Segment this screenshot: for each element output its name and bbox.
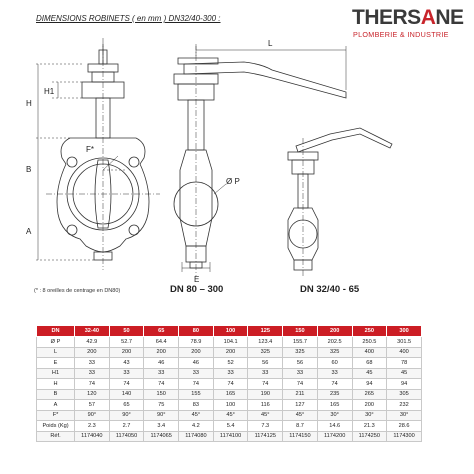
table-cell: 1174125: [248, 431, 283, 442]
table-cell: 74: [109, 379, 144, 390]
caption-small-valve: DN 32/40 - 65: [300, 284, 360, 295]
table-row: [37, 421, 422, 432]
caption-large-valve: DN 80 – 300: [170, 284, 224, 295]
table-cell: 78: [387, 358, 422, 369]
table-cell: 30°: [352, 410, 387, 421]
table-cell: 45°: [283, 410, 318, 421]
table-cell: 21.3: [352, 421, 387, 432]
table-cell: 325: [283, 347, 318, 358]
table-row: [37, 389, 422, 400]
header-cell: 32-40: [75, 326, 110, 337]
side-view-drawing: [174, 58, 346, 268]
table-cell: 8.7: [283, 421, 318, 432]
table-cell: 65: [109, 400, 144, 411]
table-cell: 2.7: [109, 421, 144, 432]
table-cell: 90°: [144, 410, 179, 421]
table-cell: 74: [144, 379, 179, 390]
table-cell: 155.7: [283, 337, 318, 348]
table-cell: 33: [179, 368, 214, 379]
table-cell: 200: [144, 347, 179, 358]
table-cell: 120: [75, 389, 110, 400]
table-cell: 165: [317, 400, 352, 411]
table-cell: 200: [179, 347, 214, 358]
table-cell: 78.9: [179, 337, 214, 348]
table-row: [37, 347, 422, 358]
table-cell: 28.6: [387, 421, 422, 432]
header-cell: 100: [213, 326, 248, 337]
row-header-cell: Ø P: [37, 337, 75, 348]
page-title: DIMENSIONS ROBINETS ( en mm ) DN32/40-300 :: [36, 14, 221, 23]
header-cell: 80: [179, 326, 214, 337]
table-cell: 56: [283, 358, 318, 369]
table-cell: 140: [109, 389, 144, 400]
table-cell: 94: [387, 379, 422, 390]
table-cell: 2.3: [75, 421, 110, 432]
table-cell: 301.5: [387, 337, 422, 348]
table-cell: 45°: [248, 410, 283, 421]
table-cell: 68: [352, 358, 387, 369]
dim-label-op: Ø P: [226, 177, 240, 186]
dim-label-l: L: [268, 39, 273, 48]
table-row: [37, 431, 422, 442]
table-cell: 325: [317, 347, 352, 358]
table-cell: 400: [387, 347, 422, 358]
table-cell: 1174250: [352, 431, 387, 442]
table-cell: 1174050: [109, 431, 144, 442]
table-cell: 43: [109, 358, 144, 369]
row-header-cell: H1: [37, 368, 75, 379]
table-cell: 74: [248, 379, 283, 390]
centering-ears-note: (* : 8 oreilles de centrage en DN80): [34, 288, 121, 294]
table-cell: 116: [248, 400, 283, 411]
table-cell: 190: [248, 389, 283, 400]
dim-label-h1: H1: [44, 87, 55, 96]
table-cell: 1174150: [283, 431, 318, 442]
table-cell: 83: [179, 400, 214, 411]
table-cell: 400: [352, 347, 387, 358]
table-cell: 46: [179, 358, 214, 369]
table-cell: 1174200: [317, 431, 352, 442]
table-cell: 45°: [179, 410, 214, 421]
table-cell: 74: [75, 379, 110, 390]
table-cell: 1174100: [213, 431, 248, 442]
table-cell: 104.1: [213, 337, 248, 348]
table-cell: 250.5: [352, 337, 387, 348]
table-cell: 200: [75, 347, 110, 358]
table-cell: 94: [352, 379, 387, 390]
table-cell: 30°: [317, 410, 352, 421]
table-body: [37, 337, 422, 442]
table-cell: 33: [144, 368, 179, 379]
table-cell: 74: [283, 379, 318, 390]
table-cell: 5.4: [213, 421, 248, 432]
row-header-cell: F*: [37, 410, 75, 421]
table-cell: 150: [144, 389, 179, 400]
table-row: [37, 368, 422, 379]
table-cell: 305: [387, 389, 422, 400]
table-cell: 123.4: [248, 337, 283, 348]
table-cell: 74: [213, 379, 248, 390]
table-cell: 57: [75, 400, 110, 411]
header-cell: 250: [352, 326, 387, 337]
table-cell: 74: [179, 379, 214, 390]
table-cell: 30°: [387, 410, 422, 421]
table-cell: 202.5: [317, 337, 352, 348]
valve-drawings-svg: [0, 34, 474, 294]
dim-label-e: E: [194, 275, 200, 284]
table-row: [37, 400, 422, 411]
row-header-cell: B: [37, 389, 75, 400]
table-cell: 1174040: [75, 431, 110, 442]
dim-label-a: A: [26, 227, 32, 236]
header-cell: 65: [144, 326, 179, 337]
dimensions-table: [36, 325, 422, 442]
table-cell: 200: [352, 400, 387, 411]
row-header-cell: Réf.: [37, 431, 75, 442]
dim-label-b: B: [26, 165, 32, 174]
table-cell: 325: [248, 347, 283, 358]
table-cell: 211: [283, 389, 318, 400]
table-cell: 265: [352, 389, 387, 400]
table-cell: 33: [283, 368, 318, 379]
table-cell: 64.4: [144, 337, 179, 348]
table-cell: 90°: [109, 410, 144, 421]
table-cell: 46: [144, 358, 179, 369]
table-row: [37, 410, 422, 421]
row-header-cell: H: [37, 379, 75, 390]
table-cell: 33: [317, 368, 352, 379]
table-cell: 33: [75, 358, 110, 369]
table-row: [37, 337, 422, 348]
header-cell: 125: [248, 326, 283, 337]
technical-drawing: [0, 34, 474, 294]
table-cell: 4.2: [179, 421, 214, 432]
table-cell: 90°: [75, 410, 110, 421]
header-cell: 200: [317, 326, 352, 337]
table-cell: 52.7: [109, 337, 144, 348]
row-header-cell: A: [37, 400, 75, 411]
table-cell: 52: [213, 358, 248, 369]
table-cell: 33: [213, 368, 248, 379]
table-cell: 165: [213, 389, 248, 400]
table-cell: 42.9: [75, 337, 110, 348]
table-cell: 127: [283, 400, 318, 411]
row-header-cell: Poids (Kg): [37, 421, 75, 432]
table-cell: 56: [248, 358, 283, 369]
dim-label-f: F*: [86, 145, 94, 154]
table-row: [37, 379, 422, 390]
table-cell: 3.4: [144, 421, 179, 432]
table-cell: 100: [213, 400, 248, 411]
table-cell: 232: [387, 400, 422, 411]
table-cell: 1174300: [387, 431, 422, 442]
table-cell: 155: [179, 389, 214, 400]
dim-label-h: H: [26, 99, 32, 108]
table-cell: 1174065: [144, 431, 179, 442]
table-cell: 45°: [213, 410, 248, 421]
table-cell: 33: [75, 368, 110, 379]
logo-wordmark: THERSANE: [352, 6, 464, 29]
table-cell: 75: [144, 400, 179, 411]
table-cell: 14.6: [317, 421, 352, 432]
table-cell: 200: [213, 347, 248, 358]
table-cell: 33: [109, 368, 144, 379]
table-cell: 200: [109, 347, 144, 358]
table-cell: 33: [248, 368, 283, 379]
row-header-cell: E: [37, 358, 75, 369]
table-cell: 235: [317, 389, 352, 400]
row-header-cell: L: [37, 347, 75, 358]
header-cell: DN: [37, 326, 75, 337]
logo-subtitle: PLOMBERIE & INDUSTRIE: [353, 30, 449, 39]
table-cell: 45: [387, 368, 422, 379]
header-cell: 300: [387, 326, 422, 337]
table-cell: 45: [352, 368, 387, 379]
table-header-row: [37, 326, 422, 337]
table-cell: 7.3: [248, 421, 283, 432]
table-cell: 74: [317, 379, 352, 390]
header-cell: 50: [109, 326, 144, 337]
table-cell: 60: [317, 358, 352, 369]
table-row: [37, 358, 422, 369]
table-cell: 1174080: [179, 431, 214, 442]
header-cell: 150: [283, 326, 318, 337]
small-valve-drawing: [288, 128, 392, 270]
